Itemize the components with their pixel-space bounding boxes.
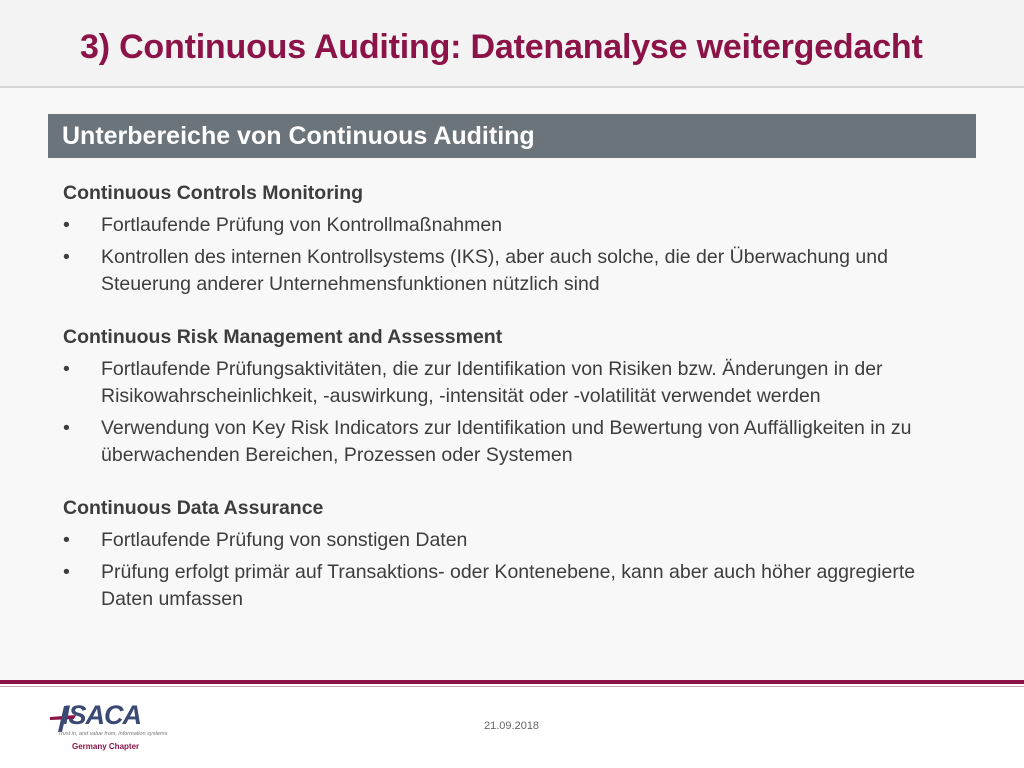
footer-divider-thin [0,686,1024,687]
bullet-text: Verwendung von Key Risk Indicators zur Identifikation und Bewertung von Auffälligkeiten in zu überwachenden Bereichen, Prozessen oder Systemen [101,417,912,466]
bullet-icon: • [63,358,70,380]
section-data-assurance [63,495,963,613]
bullet-icon: • [63,561,70,583]
banner-text: Unterbereiche von Continuous Auditing [62,122,535,150]
footer-divider [0,680,1024,684]
bullet-icon: • [63,417,70,439]
bullet-text: Fortlaufende Prüfung von Kontrollmaßnahmen [101,214,503,236]
section-heading: Continuous Risk Management and Assessment [63,326,503,348]
section-spacer [63,469,963,495]
content-area [63,180,963,613]
logo-chapter: Germany Chapter [72,742,140,751]
bullet-icon: • [63,214,70,236]
bullet-icon: • [63,246,70,268]
bullet-text: Prüfung erfolgt primär auf Transaktions- oder Kontenebene, kann aber auch höher aggregierte Daten umfassen [101,561,916,610]
section-risk-management [63,324,963,469]
section-controls-monitoring [63,180,963,298]
slide-date: 21.09.2018 [484,720,540,732]
bullet-text: Fortlaufende Prüfung von sonstigen Daten [101,529,468,551]
bullet-text: Kontrollen des internen Kontrollsystems (IKS), aber auch solche, die der Überwachung und Steuerung anderer Unternehmensfunktionen nützlich sind [101,246,888,295]
bullet-icon: • [63,529,70,551]
bullet-item [63,527,963,554]
slide-title: 3) Continuous Auditing: Datenanalyse weitergedacht [80,28,923,66]
bullet-item [63,212,963,239]
bullet-item [63,559,963,613]
logo-name: ISACA [62,700,142,730]
isaca-logo-icon [48,700,168,755]
bullet-item [63,415,963,469]
bullet-item [63,356,963,410]
bullet-item [63,244,963,298]
section-heading: Continuous Data Assurance [63,497,324,519]
section-spacer [63,298,963,324]
bullet-text: Fortlaufende Prüfungsaktivitäten, die zur Identifikation von Risiken bzw. Änderungen in der Risikowahrscheinlichkeit, -auswirkung, -intensität oder -volatilität verwendet werden [101,358,883,407]
section-banner [48,114,976,158]
logo-tagline: Trust in, and value from, information systems [58,731,168,737]
section-heading: Continuous Controls Monitoring [63,182,364,204]
